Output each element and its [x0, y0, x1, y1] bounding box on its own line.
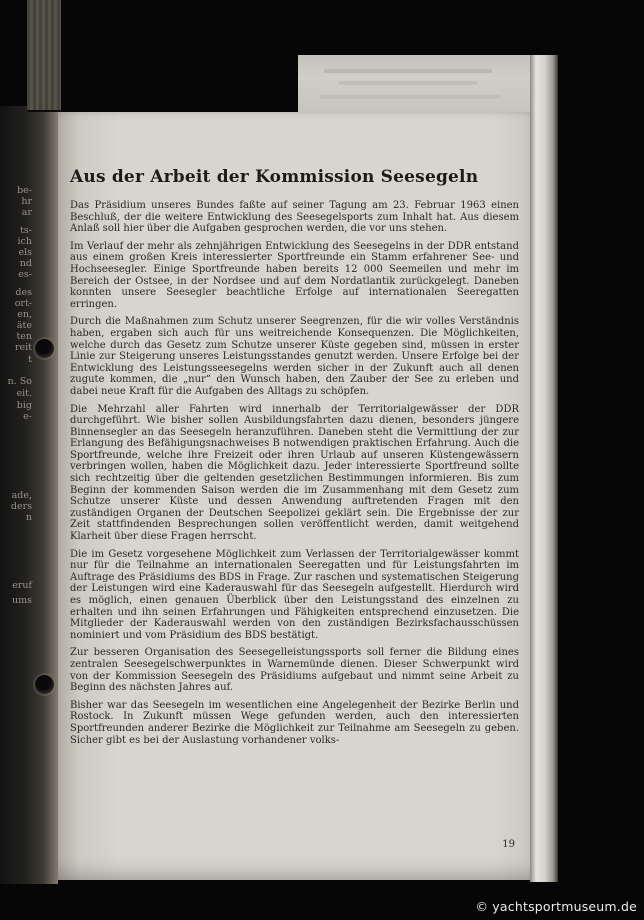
left-page-text-fragment: ade,: [11, 490, 32, 501]
paragraph: Das Präsidium unseres Bundes faßte auf seiner Tagung am 23. Februar 1963 einen Beschluß, der die weitere Entwicklung des Seesegelsports zum Inhalt hat. Aus diesem Anlaß soll hier über die Aufgaben gesprochen werden, die vor uns stehen.: [70, 200, 519, 235]
binder-hole: [35, 675, 54, 694]
watermark-credit: © yachtsportmuseum.de: [475, 899, 637, 914]
left-page-text-fragment: eit.: [16, 388, 32, 399]
left-page-shadow: [0, 106, 58, 884]
left-page-text-fragment: äte: [16, 320, 32, 331]
underlying-page-top-edge: [298, 55, 530, 112]
paragraph: Die im Gesetz vorgesehene Möglichkeit zum Verlassen der Territorialgewässer kommt nur für die Teilnahme an internationalen Seeregatten und für Leistungsfahrten im Auftrage des Präsidiums des BDS in Frage. Zur raschen und systematischen Steigerung der Leistungen wird eine Kaderauswahl für das Seesegeln aufgestellt. Hierdurch wird es möglich, einen genauen Überblick über den Leistungsstand des einzelnen zu erhalten und ihn seinen Erfahrungen und Fähigkeiten entsprechend einzusetzen. Die Mitglieder der Kaderauswahl werden von den zuständigen Bezirksfachausschüssen nominiert und vom Präsidium des BDS bestätigt.: [70, 548, 519, 641]
left-page-text-fragment: n. So: [7, 376, 32, 387]
binder-hole: [35, 339, 54, 358]
ghost-text-line: [324, 69, 492, 73]
left-page-text-fragment: ums: [11, 595, 32, 606]
paragraph: Zur besseren Organisation des Seesegelleistungssports soll ferner die Bildung eines zentralen Seesegelschwerpunktes in Warnemünde dienen. Dieser Schwerpunkt wird von der Kommission Seesegeln des Präsidiums aufgebaut und nimmt seine Arbeit zu Beginn des nächsten Jahres auf.: [70, 647, 519, 694]
left-page-text-fragment: nd: [19, 258, 32, 269]
left-page-text-fragment: des: [15, 287, 32, 298]
left-page-text-fragment: ort-: [14, 298, 32, 309]
page-content: [58, 112, 530, 746]
ghost-text-line: [338, 81, 478, 85]
left-page-text-fragment: ders: [10, 501, 32, 512]
left-page-text-fragment: t: [28, 354, 32, 365]
left-page-text-fragment: n: [25, 512, 32, 523]
left-page-text-fragment: reit: [14, 342, 32, 353]
page-number: 19: [502, 839, 515, 850]
left-page-text-fragment: ich: [17, 236, 32, 247]
left-page-text-fragment: hr: [21, 196, 32, 207]
page-heading: Aus der Arbeit der Kommission Seesegeln: [70, 167, 479, 187]
paragraph: Im Verlauf der mehr als zehnjährigen Entwicklung des Seesegelns in der DDR entstand aus einem großen Kreis interessierter Sportfreunde ein Stamm erfahrener See- und Hochseesegler. Einige Sportfreunde haben bereits 12 000 Seemeilen und mehr im Bereich der Ostsee, in der Nordsee und auf dem Nordatlantik zurückgelegt. Daneben konnten unsere Seesegler beachtliche Erfolge auf internationalen Seeregatten erringen.: [70, 240, 519, 310]
left-page-text-fragment: ts-: [20, 225, 32, 236]
left-page-text-fragment: els: [18, 247, 32, 258]
paragraph: Bisher war das Seesegeln im wesentlichen eine Angelegenheit der Bezirke Berlin und Rostock. In Zukunft müssen Wege gefunden werden, auch den interessierten Sportfreunden anderer Bezirke die Möglichkeit zur Teilnahme am Seesegeln zu geben. Sicher gibt es bei der Auslastung vorhandener volks-: [70, 699, 519, 746]
left-page-text-fragment: ar: [21, 207, 32, 218]
paragraph: Die Mehrzahl aller Fahrten wird innerhalb der Territorialgewässer der DDR durchgeführt. Wie bisher sollen Ausbildungsfahrten dazu dienen, besonders jüngere Binnensegler an das Seesegeln heranzuführen. Daneben steht die Vermittlung der zur Erlangung des Befähigungsnachweises B notwendigen praktischen Erfahrung. Auch die Sportfreunde, welche ihre Freizeit oder ihren Urlaub auf unseren Küstengewässern verbringen wollen, haben die Möglichkeit dazu. Jeder interessierte Sportfreund sollte sich rechtzeitig über die geltenden gesetzlichen Bestimmungen informieren. Bis zum Beginn der kommenden Saison werden die im Zusammenhang mit dem Gesetz zum Schutze unserer Küste und dessen Anwendung auftretenden Fragen mit den zuständigen Organen der Deutschen Seepolizei geklärt sein. Die Ergebnisse der zur Zeit stattfindenden Besprechungen sollen veröffentlicht werden, damit weitgehend Klarheit über diese Fragen herrscht.: [70, 403, 519, 543]
book-spine-texture: [27, 0, 61, 112]
left-page-text-fragment: es-: [18, 269, 32, 280]
left-page-text-fragment: ten: [16, 331, 32, 342]
ghost-text-line: [320, 95, 500, 99]
left-page-text-fragment: big: [16, 400, 32, 411]
left-page-text-fragment: be-: [17, 185, 32, 196]
left-page-text-fragment: e-: [23, 411, 32, 422]
book-page: [58, 112, 530, 880]
left-page-text-fragment: eruf: [12, 580, 32, 591]
left-page-text-fragment: en,: [17, 309, 32, 320]
paragraph: Durch die Maßnahmen zum Schutz unserer Seegrenzen, für die wir volles Verständnis haben, ergaben sich auch für uns weitreichende Konsequenzen. Die Möglichkeiten, welche durch das Gesetz zum Schutze unserer Küste gegeben sind, müssen in erster Linie zur Steigerung unseres Leistungsstandes genutzt werden. Unsere Erfolge bei der Entwicklung des Leistungsseesegelns werden sicher in der Zukunft auch all denen zugute kommen, die „nur“ den Wunsch haben, den Zauber der See zu erleben und dabei neue Kraft für die Aufgaben des Alltags zu schöpfen.: [70, 316, 519, 397]
pages-fore-edge: [530, 55, 558, 882]
